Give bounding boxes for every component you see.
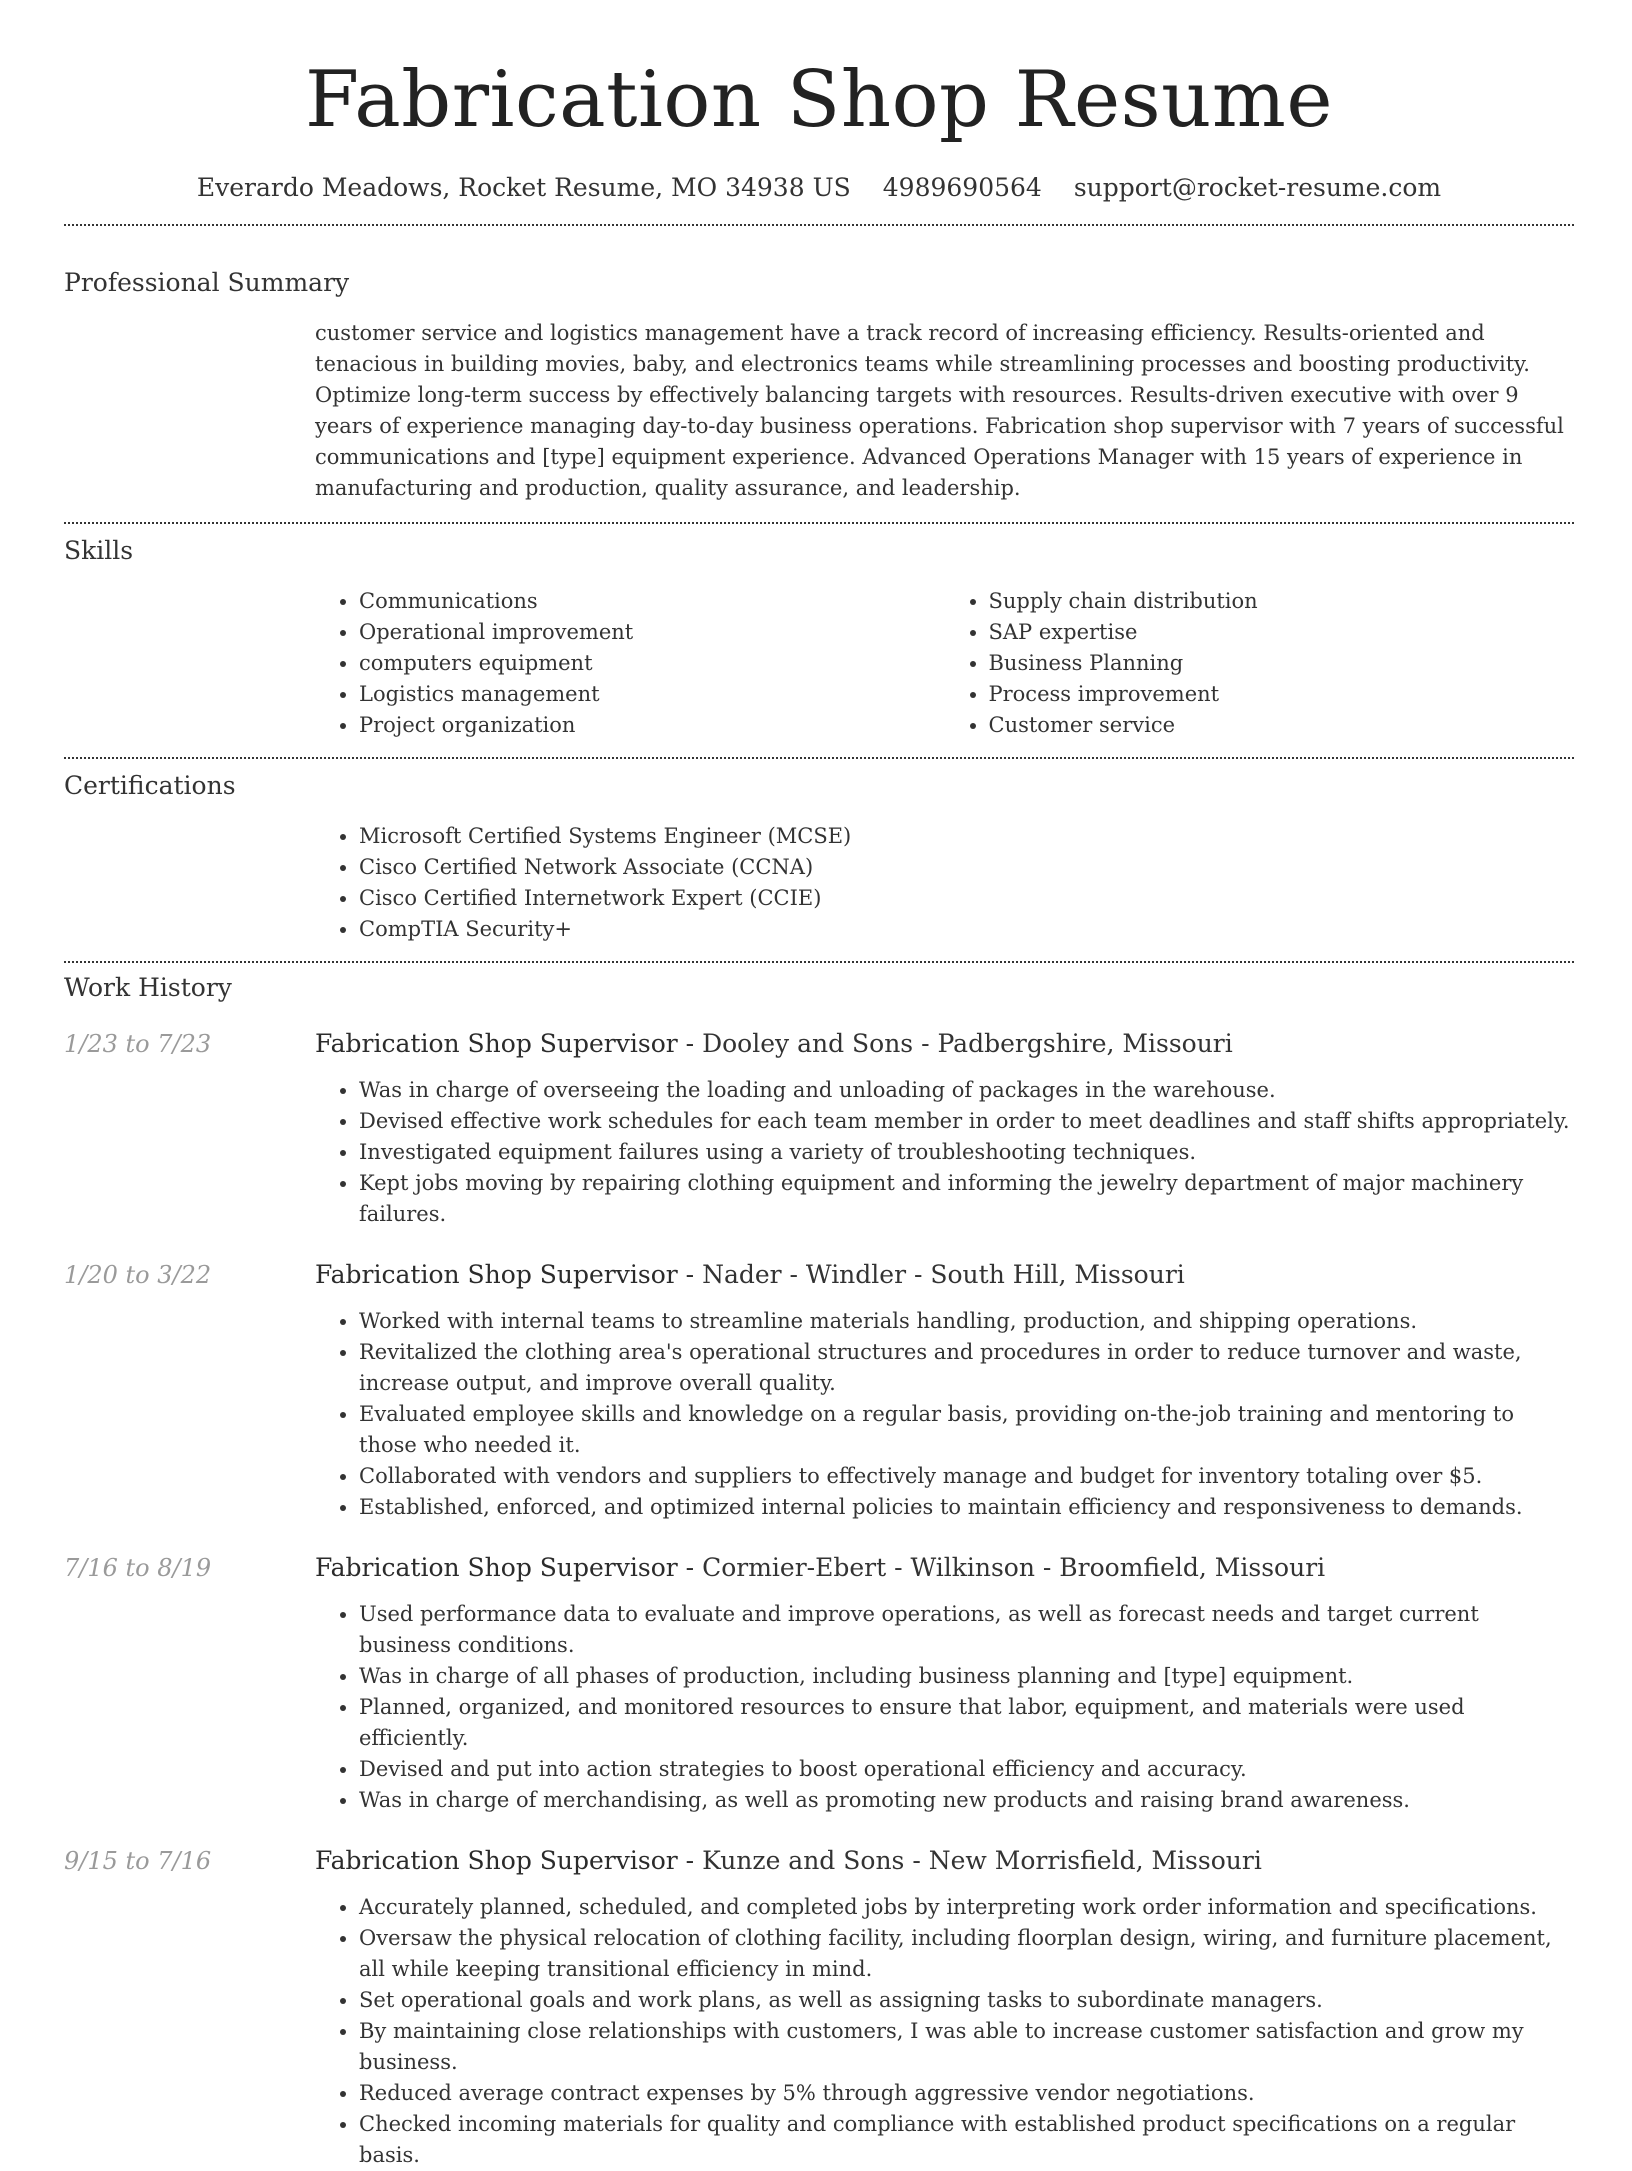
job-company: Cormier-Ebert - Wilkinson - Broomfield, Missouri [702, 1553, 1326, 1582]
job-company: Nader - Windler - South Hill, Missouri [702, 1260, 1185, 1289]
job-company: Dooley and Sons - Padbergshire, Missouri [702, 1029, 1233, 1058]
certification-item: • Microsoft Certified Systems Engineer (MCSE) [359, 821, 1574, 852]
summary-section [64, 226, 1574, 504]
job-bullet: • Devised effective work schedules for each team member in order to meet deadlines and staff shifts appropriately. [359, 1106, 1574, 1137]
resume-page [64, 0, 1574, 2171]
skill-item: • Business Planning [989, 648, 1575, 679]
job-entry: 1/20 to 3/22 Fabrication Shop Supervisor - Nader - Windler - South Hill, Missouri • Worked with internal teams to streamline materials handling, production, and shipping operations. • Revitalized the clothing area's operational structures and procedures in order to reduce turnover and waste, increase output, and improve overall quality. • Evaluated employee skills and knowledge on a regular basis, providing on-the-job training and mentoring to those who needed it. • Collaborated with vendors and suppliers to effectively manage and budget for inventory totaling over $5. • Established, enforced, and optimized internal policies to maintain efficiency and responsiveness to demands. [64, 1258, 1574, 1523]
skill-item: • computers equipment [359, 648, 945, 679]
summary-text: customer service and logistics management have a track record of increasing efficiency. Results-oriented and tenacious in building movies, baby, and electronics teams while streamlining processes and boosting productivity. Optimize long-term success by effectively balancing targets with resources. Results-driven executive with over 9 years of experience managing day-to-day business operations. Fabrication shop supervisor with 7 years of successful communications and [type] equipment experience. Advanced Operations Manager with 15 years of experience in manufacturing and production, quality assurance, and leadership. [315, 321, 1564, 500]
job-bullet: • Was in charge of all phases of production, including business planning and [type] equipment. [359, 1661, 1574, 1692]
contact-email: support@rocket-resume.com [1073, 173, 1442, 202]
job-bullet: • Devised and put into action strategies to boost operational efficiency and accuracy. [359, 1754, 1574, 1785]
job-bullets [315, 1892, 1574, 2171]
contact-address: Everardo Meadows, Rocket Resume, MO 34938 US [196, 173, 851, 202]
job-bullets [315, 1075, 1574, 1230]
job-bullet: • Reduced average contract expenses by 5% through aggressive vendor negotiations. [359, 2078, 1574, 2109]
job-title: Fabrication Shop Supervisor [315, 1846, 678, 1875]
contact-line [64, 170, 1574, 206]
certification-item: • CompTIA Security+ [359, 914, 1574, 945]
skill-item: • Supply chain distribution [989, 586, 1575, 617]
certifications-heading: Certifications [64, 771, 236, 800]
skill-item: • Project organization [359, 710, 945, 741]
job-bullet: • Used performance data to evaluate and improve operations, as well as forecast needs and target current business conditions. [359, 1599, 1574, 1661]
job-bullet: • Established, enforced, and optimized internal policies to maintain efficiency and responsiveness to demands. [359, 1492, 1574, 1523]
job-company: Kunze and Sons - New Morrisfield, Missouri [702, 1846, 1262, 1875]
job-entry: 9/15 to 7/16 Fabrication Shop Supervisor - Kunze and Sons - New Morrisfield, Missouri • Accurately planned, scheduled, and completed jobs by interpreting work order information and specifications. • Oversaw the physical relocation of clothing facility, including floorplan design, wiring, and furniture placement, all while keeping transitional efficiency in mind. • Set operational goals and work plans, as well as assigning tasks to subordinate managers. • By maintaining close relationships with customers, I was able to increase customer satisfaction and grow my business. • Reduced average contract expenses by 5% through aggressive vendor negotiations. • Checked incoming materials for quality and compliance with established product specifications on a regular basis. [64, 1844, 1574, 2171]
job-bullet: • Oversaw the physical relocation of clothing facility, including floorplan design, wiring, and furniture placement, all while keeping transitional efficiency in mind. [359, 1923, 1574, 1985]
skills-section [64, 524, 1574, 741]
job-dates: 7/16 to 8/19 [64, 1554, 212, 1582]
work-history-section [64, 963, 1574, 2171]
job-entry: 7/16 to 8/19 Fabrication Shop Supervisor - Cormier-Ebert - Wilkinson - Broomfield, Missouri • Used performance data to evaluate and improve operations, as well as forecast needs and target current business conditions. • Was in charge of all phases of production, including business planning and [type] equipment. • Planned, organized, and monitored resources to ensure that labor, equipment, and materials were used efficiently. • Devised and put into action strategies to boost operational efficiency and accuracy. • Was in charge of merchandising, as well as promoting new products and raising brand awareness. [64, 1551, 1574, 1816]
job-bullet: • Was in charge of overseeing the loading and unloading of packages in the warehouse. [359, 1075, 1574, 1106]
job-title: Fabrication Shop Supervisor [315, 1553, 678, 1582]
job-bullet: • Worked with internal teams to streamline materials handling, production, and shipping operations. [359, 1306, 1574, 1337]
job-bullet: • Planned, organized, and monitored resources to ensure that labor, equipment, and materials were used efficiently. [359, 1692, 1574, 1754]
certifications-list [315, 821, 1574, 945]
job-title: Fabrication Shop Supervisor [315, 1029, 678, 1058]
summary-heading: Professional Summary [64, 268, 350, 297]
certification-item: • Cisco Certified Network Associate (CCNA) [359, 852, 1574, 883]
job-bullet: • Kept jobs moving by repairing clothing equipment and informing the jewelry department of major machinery failures. [359, 1168, 1574, 1230]
skill-item: • Operational improvement [359, 617, 945, 648]
job-title: Fabrication Shop Supervisor [315, 1260, 678, 1289]
job-bullet: • Collaborated with vendors and suppliers to effectively manage and budget for inventory totaling over $5. [359, 1461, 1574, 1492]
certification-item: • Cisco Certified Internetwork Expert (CCIE) [359, 883, 1574, 914]
resume-title: Fabrication Shop Resume [304, 55, 1334, 145]
skill-item: • Process improvement [989, 679, 1575, 710]
skill-item: • Logistics management [359, 679, 945, 710]
job-bullet: • Investigated equipment failures using a variety of troubleshooting techniques. [359, 1137, 1574, 1168]
skill-item: • SAP expertise [989, 617, 1575, 648]
job-bullet: • Revitalized the clothing area's operational structures and procedures in order to reduce turnover and waste, increase output, and improve overall quality. [359, 1337, 1574, 1399]
job-bullet: • Set operational goals and work plans, as well as assigning tasks to subordinate managers. [359, 1985, 1574, 2016]
job-dates: 1/20 to 3/22 [64, 1261, 212, 1289]
job-bullet: • Checked incoming materials for quality and compliance with established product specifications on a regular basis. [359, 2109, 1574, 2171]
job-bullet: • Evaluated employee skills and knowledge on a regular basis, providing on-the-job training and mentoring to those who needed it. [359, 1399, 1574, 1461]
skills-list-left [315, 586, 945, 741]
job-bullets [315, 1599, 1574, 1816]
job-bullet: • By maintaining close relationships with customers, I was able to increase customer satisfaction and grow my business. [359, 2016, 1574, 2078]
skills-list-right [945, 586, 1575, 741]
job-bullet: • Was in charge of merchandising, as well as promoting new products and raising brand awareness. [359, 1785, 1574, 1816]
job-entry: 1/23 to 7/23 Fabrication Shop Supervisor - Dooley and Sons - Padbergshire, Missouri • Was in charge of overseeing the loading and unloading of packages in the warehouse. • Devised effective work schedules for each team member in order to meet deadlines and staff shifts appropriately. • Investigated equipment failures using a variety of troubleshooting techniques. • Kept jobs moving by repairing clothing equipment and informing the jewelry department of major machinery failures. [64, 1027, 1574, 1230]
skill-item: • Communications [359, 586, 945, 617]
skill-item: • Customer service [989, 710, 1575, 741]
job-bullet: • Accurately planned, scheduled, and completed jobs by interpreting work order information and specifications. [359, 1892, 1574, 1923]
job-bullets [315, 1306, 1574, 1523]
contact-phone: 4989690564 [882, 173, 1042, 202]
job-dates: 1/23 to 7/23 [64, 1030, 212, 1058]
skills-heading: Skills [64, 536, 134, 565]
certifications-section [64, 759, 1574, 945]
work-history-heading: Work History [64, 973, 232, 1002]
job-dates: 9/15 to 7/16 [64, 1847, 212, 1875]
